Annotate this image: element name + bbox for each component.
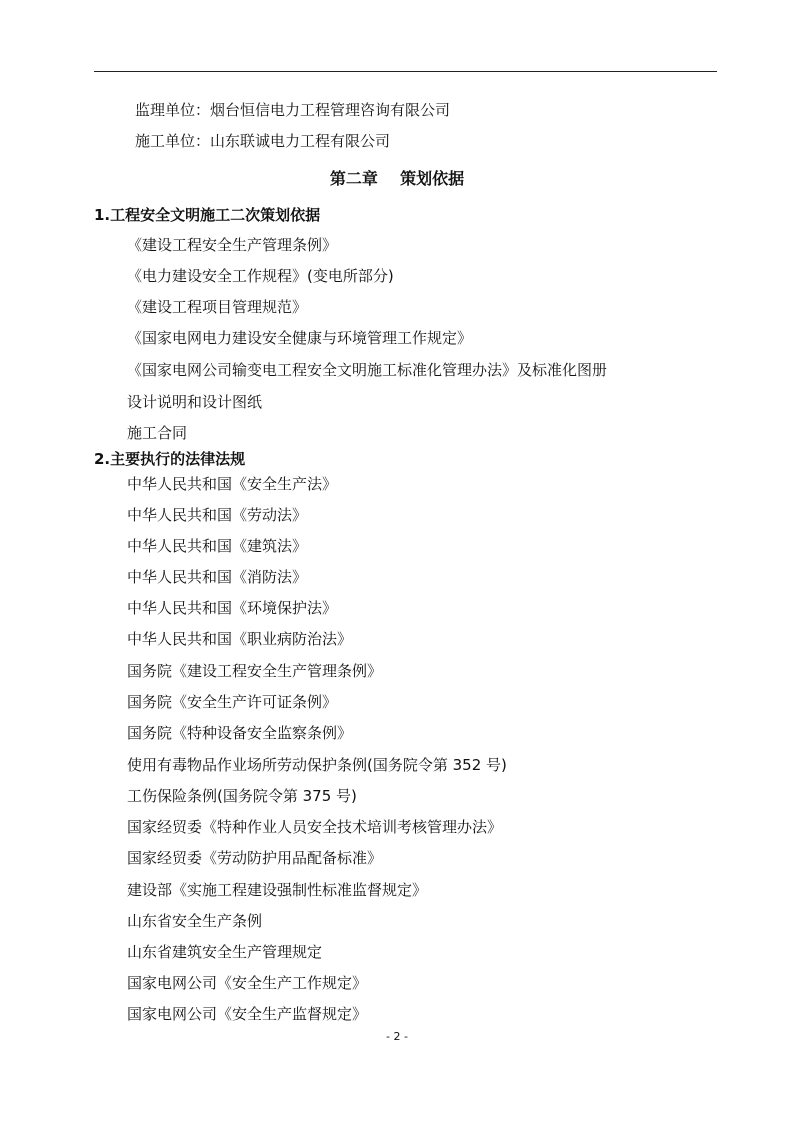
list-item: 《建设工程安全生产管理条例》 [127,236,338,254]
list-item: 建设部《实施工程建设强制性标准监督规定》 [127,881,428,899]
list-item: 中华人民共和国《建筑法》 [127,537,308,555]
list-item: 设计说明和设计图纸 [127,393,263,411]
list-item: 中华人民共和国《消防法》 [127,568,308,586]
chapter-title: 第二章 策划依据 [329,169,465,188]
list-item: 国家经贸委《特种作业人员安全技术培训考核管理办法》 [127,818,503,836]
list-item: 国务院《安全生产许可证条例》 [127,693,338,711]
section-heading-laws: 2.主要执行的法律法规 [94,450,246,468]
list-item: 施工合同 [127,424,188,442]
list-item: 《电力建设安全工作规程》(变电所部分) [127,267,394,285]
header-rule [94,71,717,72]
list-item: 国家经贸委《劳动防护用品配备标准》 [127,849,383,867]
list-item: 《建设工程项目管理规范》 [127,298,308,316]
list-item: 工伤保险条例(国务院令第 375 号) [127,787,357,805]
list-item: 国务院《特种设备安全监察条例》 [127,724,353,742]
list-item: 《国家电网电力建设安全健康与环境管理工作规定》 [127,329,473,347]
list-item: 中华人民共和国《职业病防治法》 [127,630,353,648]
list-item: 《国家电网公司输变电工程安全文明施工标准化管理办法》及标准化图册 [127,361,608,379]
supervisor-unit-line: 监理单位：烟台恒信电力工程管理咨询有限公司 [135,101,451,119]
list-item: 国家电网公司《安全生产监督规定》 [127,1005,368,1023]
list-item: 山东省建筑安全生产管理规定 [127,943,323,961]
list-item: 使用有毒物品作业场所劳动保护条例(国务院令第 352 号) [127,756,507,774]
list-item: 中华人民共和国《劳动法》 [127,506,308,524]
list-item: 山东省安全生产条例 [127,912,263,930]
page-number: - 2 - [386,1030,408,1043]
construction-unit-line: 施工单位：山东联诚电力工程有限公司 [135,132,391,150]
list-item: 中华人民共和国《安全生产法》 [127,475,338,493]
list-item: 国务院《建设工程安全生产管理条例》 [127,662,383,680]
list-item: 国家电网公司《安全生产工作规定》 [127,974,368,992]
list-item: 中华人民共和国《环境保护法》 [127,599,338,617]
section-heading-basis: 1.工程安全文明施工二次策划依据 [94,206,321,224]
